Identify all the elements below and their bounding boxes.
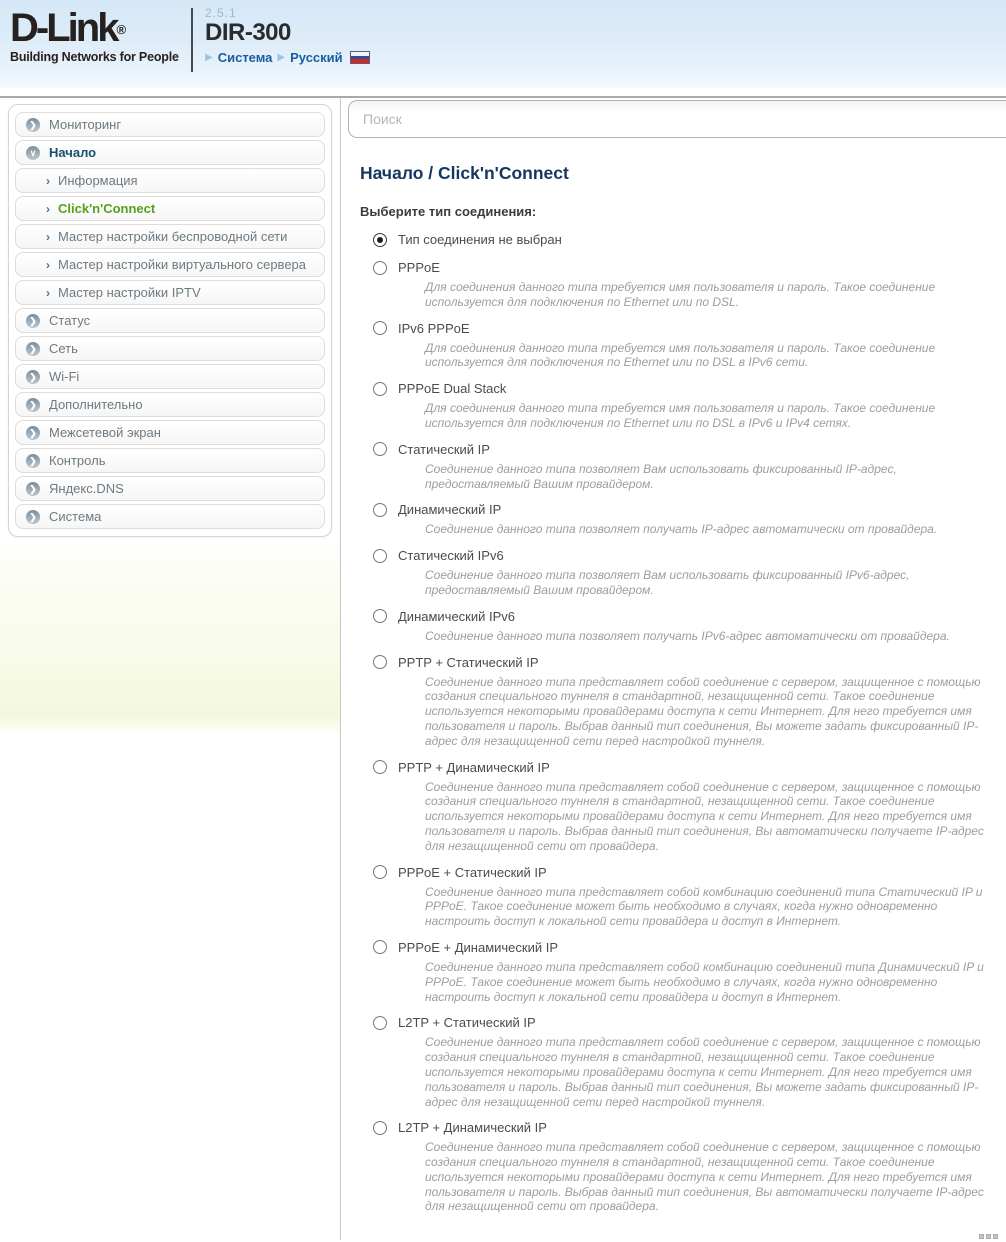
connection-option-row[interactable] (373, 655, 1006, 670)
dlink-logo-text: D-Link® (10, 6, 127, 50)
radio-unselected-icon[interactable] (373, 760, 387, 774)
connection-option (373, 655, 1006, 749)
connection-option-label[interactable]: Статический IPv6 (398, 548, 504, 564)
connection-option (373, 760, 1006, 854)
sidebar-item-label: Начало (49, 145, 97, 160)
connection-option-description: Соединение данного типа позволяет Вам использовать фиксированный IP-адрес, предоставляемый Вашим провайдером. (425, 461, 897, 491)
chevron-circle-right-icon: ❯ (26, 370, 40, 384)
connection-option-description: Для соединения данного типа требуется имя пользователя и пароль. Такое соединение используется для подключения по Ethernet или по DSL. (425, 280, 936, 309)
connection-option-description: Для соединения данного типа требуется имя пользователя и пароль. Такое соединение используется для подключения по Ethernet или по DSL в IPv6 и IPv4 сетях. (425, 401, 936, 430)
connection-option-row[interactable] (373, 502, 1006, 517)
connection-option-description: Соединение данного типа позволяет получать IP-адрес автоматически от провайдера. (425, 522, 938, 537)
radio-unselected-icon[interactable] (373, 321, 387, 335)
submenu-arrow-icon: › (46, 173, 50, 188)
connection-option (373, 548, 1006, 598)
connection-option-description: Соединение данного типа представляет собой соединение с сервером, защищенное с помощью создания специального туннеля в стандартной, незащищенной сети. Такое соединение используется некоторыми провайдерами доступа к сети Интернет. Для него требуется имя пользователя и пароль. Выбрав данный тип соединения, Вы автоматически получаете IP-адрес для незащищенной сети от провайдера. (425, 1140, 984, 1214)
chevron-circle-right-icon: ❯ (26, 482, 40, 496)
chevron-circle-right-icon: ❯ (26, 118, 40, 132)
submenu-arrow-icon: › (46, 257, 50, 272)
connection-option (373, 321, 1006, 371)
sidebar-item-click-n-connect[interactable] (15, 196, 325, 221)
connection-option (373, 442, 1006, 492)
connection-option-description: Соединение данного типа представляет собой соединение с сервером, защищенное с помощью создания специального туннеля в стандартной, незащищенной сети. Такое соединение используется некоторыми провайдерами доступа к сети Интернет. Для него требуется имя пользователя и пароль. Выбрав данный тип соединения, Вы можете задать фиксированный IP-адрес для незащищенной сети перед настройкой туннеля. (425, 674, 981, 748)
radio-unselected-icon[interactable] (373, 1121, 387, 1135)
connection-option-row[interactable] (373, 1015, 1006, 1030)
sidebar-item-мастер-настройки-iptv[interactable] (15, 280, 325, 305)
sidebar-item-статус[interactable] (15, 308, 325, 333)
radio-unselected-icon[interactable] (373, 940, 387, 954)
sidebar-item-межсетевой-экран[interactable] (15, 420, 325, 445)
chevron-circle-right-icon: ❯ (26, 342, 40, 356)
connection-option-description: Для соединения данного типа требуется имя пользователя и пароль. Такое соединение используется для подключения по Ethernet или по DSL в IPv6 сети. (425, 340, 936, 370)
connection-option (373, 940, 1006, 1004)
firmware-version: 2.5.1 (205, 6, 237, 20)
header-separator (0, 88, 1006, 98)
connection-option (373, 1015, 1006, 1109)
connection-type-prompt: Выберите тип соединения: (360, 204, 537, 219)
sidebar-item-label: Click'n'Connect (58, 201, 156, 216)
sidebar-item-мастер-настройки-беспроводной-сети[interactable] (15, 224, 325, 249)
connection-type-options (373, 232, 1006, 1214)
header-links (205, 50, 370, 65)
connection-option-label[interactable]: PPTP + Статический IP (398, 654, 539, 670)
chevron-circle-right-icon: ❯ (26, 398, 40, 412)
sidebar-item-label: Wi-Fi (49, 369, 80, 384)
connection-option-label[interactable]: PPPoE (398, 260, 440, 275)
connection-option-row[interactable] (373, 442, 1006, 457)
connection-option-row[interactable] (373, 1120, 1006, 1135)
radio-unselected-icon[interactable] (373, 503, 387, 517)
connection-option-label[interactable]: Тип соединения не выбран (398, 232, 562, 247)
radio-unselected-icon[interactable] (373, 1016, 387, 1030)
sidebar-item-дополнительно[interactable] (15, 392, 325, 417)
system-menu-link[interactable]: Система (217, 50, 273, 65)
radio-unselected-icon[interactable] (373, 609, 387, 623)
sidebar-item-label: Мастер настройки IPTV (58, 285, 201, 300)
connection-option (373, 260, 1006, 310)
connection-option-description: Соединение данного типа представляет собой комбинацию соединений типа Статический IP и PPPoE. Такое соединение может быть необходимо в случаях, когда нужно одновременно настроить доступ к локальной сети провайдера и доступ в Интернет. (425, 884, 983, 929)
sidebar-item-wi-fi[interactable] (15, 364, 325, 389)
search-input[interactable] (348, 100, 1006, 138)
resize-grip-icon (979, 1234, 998, 1239)
connection-option-label[interactable]: PPPoE + Динамический IP (398, 939, 559, 955)
sidebar-item-контроль[interactable] (15, 448, 325, 473)
submenu-arrow-icon: › (46, 201, 50, 216)
radio-unselected-icon[interactable] (373, 865, 387, 879)
header-divider (191, 8, 193, 72)
sidebar-item-информация[interactable] (15, 168, 325, 193)
sidebar-item-мониторинг[interactable] (15, 112, 325, 137)
sidebar-item-label: Система (49, 509, 102, 524)
connection-option-label[interactable]: IPv6 PPPoE (398, 320, 470, 336)
language-link[interactable]: Русский (290, 50, 343, 65)
device-info (205, 0, 370, 65)
connection-option-description: Соединение данного типа представляет собой соединение с сервером, защищенное с помощью создания специального туннеля в стандартной, незащищенной сети. Такое соединение используется некоторыми провайдерами доступа к сети Интернет. Для него требуется имя пользователя и пароль. Выбрав данный тип соединения, Вы можете задать фиксированный IP-адрес для незащищенной сети перед настройкой туннеля. (425, 1035, 981, 1109)
dlink-logo (0, 0, 185, 64)
sidebar-item-label: Мониторинг (49, 117, 122, 132)
sidebar-item-сеть[interactable] (15, 336, 325, 361)
radio-selected-icon[interactable] (373, 233, 387, 247)
connection-option-description: Соединение данного типа представляет собой соединение с сервером, защищенное с помощью создания специального туннеля в стандартной, незащищенной сети. Такое соединение используется некоторыми провайдерами доступа к сети Интернет. Для него требуется имя пользователя и пароль. Выбрав данный тип соединения, Вы автоматически получаете IP-адрес для незащищенной сети от провайдера. (425, 779, 984, 853)
radio-unselected-icon[interactable] (373, 655, 387, 669)
chevron-circle-down-icon: ∨ (26, 146, 40, 160)
sidebar-item-label: Информация (58, 173, 138, 188)
connection-option (373, 232, 1006, 247)
connection-option-label[interactable]: Динамический IPv6 (398, 608, 516, 624)
sidebar-item-мастер-настройки-виртуального-сервера[interactable] (15, 252, 325, 277)
arrow-right-icon: ▶ (205, 52, 213, 63)
chevron-circle-right-icon: ❯ (26, 510, 40, 524)
chevron-circle-right-icon: ❯ (26, 426, 40, 440)
connection-option (373, 381, 1006, 431)
connection-option-label[interactable]: PPTP + Динамический IP (398, 759, 550, 775)
app-header (0, 0, 1006, 88)
connection-option-label[interactable]: L2TP + Динамический IP (398, 1120, 547, 1136)
device-model: DIR-300 (205, 19, 291, 46)
sidebar-menu (8, 104, 332, 537)
connection-option (373, 502, 1006, 537)
breadcrumb: Начало / Click'n'Connect (360, 163, 569, 183)
sidebar-item-label: Мастер настройки виртуального сервера (58, 257, 307, 272)
sidebar-item-label: Дополнительно (49, 397, 143, 412)
connection-option (373, 609, 1006, 644)
sidebar-item-label: Контроль (49, 453, 106, 468)
sidebar-item-label: Мастер настройки беспроводной сети (58, 229, 288, 244)
connection-option-description: Соединение данного типа представляет собой комбинацию соединений типа Динамический IP и PPPoE. Такое соединение может быть необходимо в случаях, когда нужно одновременно настроить доступ к локальной сети провайдера и доступ в Интернет. (425, 959, 984, 1004)
connection-option-label[interactable]: Динамический IP (398, 502, 502, 518)
connection-option-row[interactable] (373, 381, 1006, 396)
dlink-logo-slogan: Building Networks for People (10, 50, 179, 64)
connection-option-description: Соединение данного типа позволяет получать IPv6-адрес автоматически от провайдера. (425, 628, 950, 643)
connection-option-row[interactable] (373, 609, 1006, 624)
sidebar-item-начало[interactable] (15, 140, 325, 165)
submenu-arrow-icon: › (46, 285, 50, 300)
russian-flag-icon[interactable] (350, 51, 370, 64)
connection-option-label[interactable]: L2TP + Статический IP (398, 1015, 536, 1031)
radio-unselected-icon[interactable] (373, 261, 387, 275)
sidebar-green-fade (0, 545, 340, 735)
chevron-circle-right-icon: ❯ (26, 314, 40, 328)
arrow-right-icon: ▶ (277, 52, 286, 63)
connection-option-label[interactable]: PPPoE + Статический IP (398, 864, 547, 880)
radio-unselected-icon[interactable] (373, 549, 387, 563)
connection-option-row[interactable] (373, 321, 1006, 336)
submenu-arrow-icon: › (46, 229, 50, 244)
sidebar-item-label: Межсетевой экран (49, 425, 161, 440)
connection-option-row[interactable] (373, 548, 1006, 563)
connection-option-label[interactable]: Статический IP (398, 441, 490, 457)
registered-trademark-icon: ® (116, 22, 127, 37)
main-content (341, 98, 1006, 1240)
connection-option-row[interactable] (373, 232, 1006, 247)
sidebar-item-система[interactable] (15, 504, 325, 529)
sidebar-item-label: Сеть (49, 341, 78, 356)
connection-option-label[interactable]: PPPoE Dual Stack (398, 381, 507, 397)
connection-option-row[interactable] (373, 940, 1006, 955)
connection-option-row[interactable] (373, 760, 1006, 775)
radio-unselected-icon[interactable] (373, 382, 387, 396)
sidebar-item-label: Статус (49, 313, 91, 328)
connection-option (373, 865, 1006, 929)
sidebar (0, 98, 341, 1240)
connection-option (373, 1120, 1006, 1214)
sidebar-item-label: Яндекс.DNS (49, 481, 124, 496)
connection-option-row[interactable] (373, 260, 1006, 275)
connection-option-description: Соединение данного типа позволяет Вам использовать фиксированный IPv6-адрес, предоставляемый Вашим провайдером. (425, 568, 910, 597)
radio-unselected-icon[interactable] (373, 442, 387, 456)
connection-option-row[interactable] (373, 865, 1006, 880)
sidebar-item-яндекс-dns[interactable] (15, 476, 325, 501)
chevron-circle-right-icon: ❯ (26, 454, 40, 468)
